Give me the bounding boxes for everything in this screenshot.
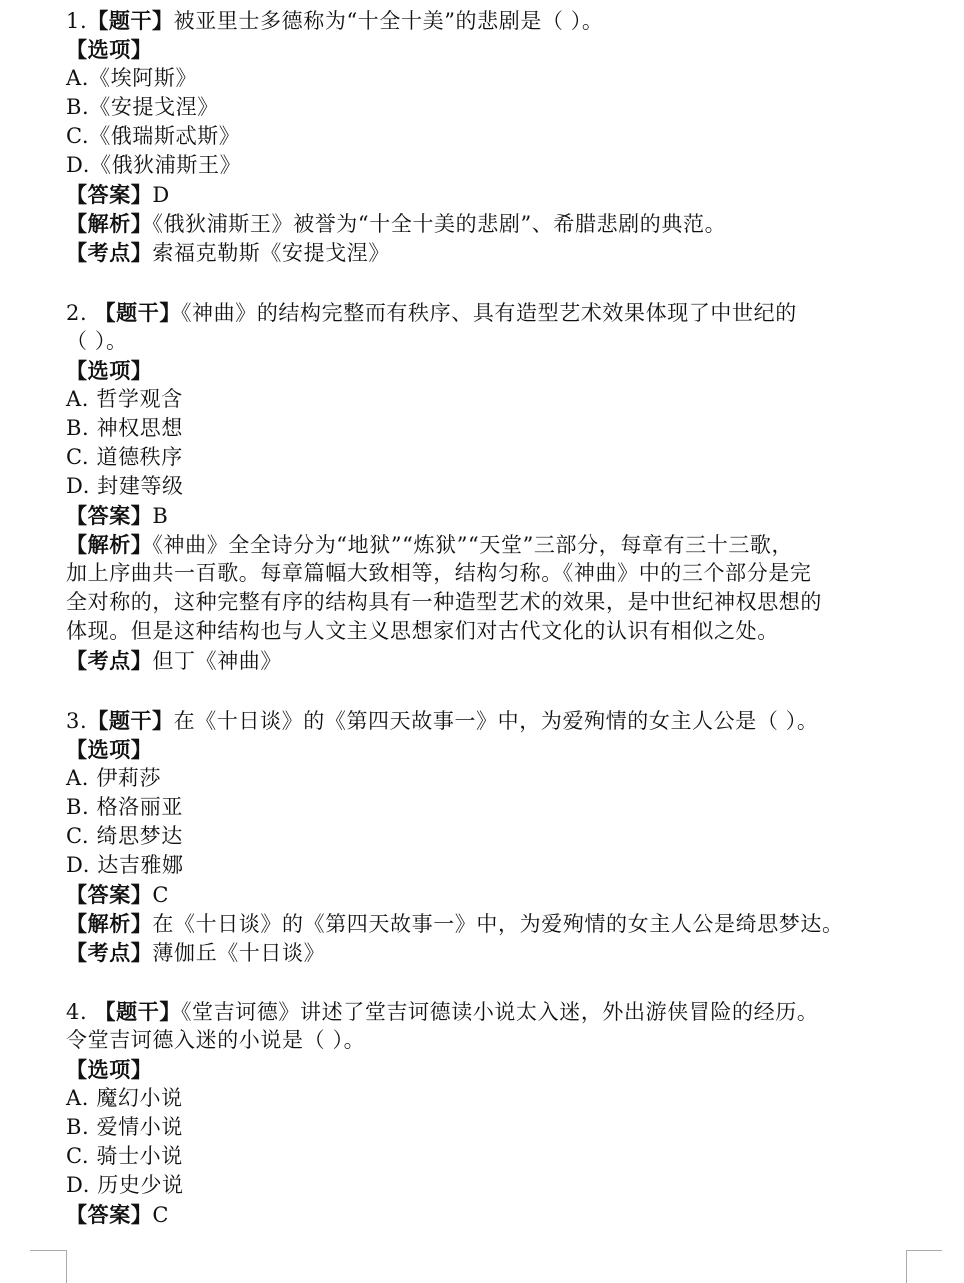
q3-option-d: D. 达吉雅娜 — [66, 853, 184, 877]
q3-point-tag: 【考点】 — [66, 940, 153, 965]
q1-analysis: 《俄狄浦斯王》被誉为“十全十美的悲剧”、希腊悲剧的典范。 — [152, 212, 727, 236]
q4-stem-1: 《堂吉诃德》讲述了堂吉诃德读小说太入迷，外出游侠冒险的经历。 — [180, 1000, 819, 1024]
q3-stem-tag: 【题干】 — [87, 708, 174, 733]
q4-option-b: B. 爱情小说 — [66, 1115, 183, 1139]
q2-option-d: D. 封建等级 — [66, 474, 184, 498]
q2-point: 但丁《神曲》 — [152, 649, 283, 673]
q3-answer-tag: 【答案】 — [66, 882, 153, 907]
q3-option-a: A. 伊莉莎 — [66, 766, 162, 790]
q1-stem-tag: 【题干】 — [87, 8, 174, 33]
q3-number: 3. — [66, 709, 88, 733]
q3-stem-line — [66, 706, 818, 736]
q4-option-a: A. 魔幻小说 — [66, 1086, 183, 1110]
q2-stem-tag: 【题干】 — [94, 300, 181, 325]
q2-answer-tag: 【答案】 — [66, 503, 153, 528]
q2-option-a: A. 哲学观含 — [66, 387, 183, 411]
q4-stem-tag: 【题干】 — [94, 999, 181, 1024]
q2-option-c: C. 道德秩序 — [66, 445, 183, 469]
q2-analysis-line-4: 体现。但是这种结构也与人文主义思想家们对古代文化的认识有相似之处。 — [66, 619, 779, 643]
q1-answer-tag: 【答案】 — [66, 182, 153, 207]
q1-number: 1. — [66, 9, 88, 33]
q4-answer-line — [66, 1200, 169, 1230]
q3-option-c: C. 绮思梦达 — [66, 824, 183, 848]
q3-analysis-line — [66, 909, 844, 939]
q2-answer: B — [152, 504, 169, 528]
q2-options-tag: 【选项】 — [66, 358, 153, 383]
crop-mark-left-horizontal — [30, 1250, 66, 1251]
q2-point-tag: 【考点】 — [66, 648, 153, 673]
q2-answer-line — [66, 501, 168, 531]
q4-option-c: C. 骑士小说 — [66, 1144, 183, 1168]
q1-point: 索福克勒斯《安提戈涅》 — [152, 241, 391, 265]
q4-answer-tag: 【答案】 — [66, 1202, 153, 1227]
q2-stem-line — [66, 298, 797, 328]
q4-options-tag: 【选项】 — [66, 1057, 153, 1082]
q2-option-b: B. 神权思想 — [66, 416, 183, 440]
q4-stem-line — [66, 997, 818, 1027]
crop-mark-right-vertical — [906, 1250, 907, 1283]
q2-analysis-tag: 【解析】 — [66, 532, 153, 557]
q3-answer-line — [66, 880, 169, 910]
q3-option-b: B. 格洛丽亚 — [66, 795, 183, 819]
q1-stem-line — [66, 6, 604, 36]
q3-point-line — [66, 938, 325, 968]
q2-analysis-1: 《神曲》全全诗分为“地狱”“炼狱”“天堂”三部分，每章有三十三歌， — [152, 533, 794, 557]
q1-option-c: C.《俄瑞斯忒斯》 — [66, 124, 241, 148]
q1-answer-line — [66, 180, 170, 210]
q2-analysis-line-2: 加上序曲共一百歌。每章篇幅大致相等，结构匀称。《神曲》中的三个部分是完 — [66, 561, 812, 585]
q1-options-tag: 【选项】 — [66, 37, 153, 62]
q1-stem: 被亚里士多德称为“十全十美”的悲剧是（ ）。 — [173, 9, 604, 33]
q1-option-d: D.《俄狄浦斯王》 — [66, 153, 242, 177]
q1-analysis-line — [66, 209, 726, 239]
q1-option-a: A.《埃阿斯》 — [66, 66, 198, 90]
q1-point-tag: 【考点】 — [66, 240, 153, 265]
q3-options-tag: 【选项】 — [66, 737, 153, 762]
q4-answer: C — [152, 1203, 170, 1227]
q1-analysis-tag: 【解析】 — [66, 211, 153, 236]
q4-number: 4. — [66, 1000, 88, 1024]
q4-option-d: D. 历史少说 — [66, 1173, 184, 1197]
q2-stem-1: 《神曲》的结构完整而有秩序、具有造型艺术效果体现了中世纪的 — [180, 301, 797, 325]
q1-answer: D — [152, 183, 170, 207]
q2-point-line — [66, 646, 282, 676]
q2-analysis-line — [66, 530, 793, 560]
q3-analysis-tag: 【解析】 — [66, 911, 153, 936]
q1-point-line — [66, 238, 390, 268]
q2-analysis-line-3: 全对称的，这种完整有序的结构具有一种造型艺术的效果，是中世纪神权思想的 — [66, 590, 822, 614]
q2-number: 2. — [66, 301, 88, 325]
q3-point: 薄伽丘《十日谈》 — [152, 941, 326, 965]
q4-stem-line-2: 令堂吉诃德入迷的小说是（ ）。 — [66, 1028, 366, 1052]
crop-mark-left-vertical — [66, 1250, 67, 1283]
crop-mark-right-horizontal — [906, 1250, 942, 1251]
q3-stem: 在《十日谈》的《第四天故事一》中，为爱殉情的女主人公是（ ）。 — [173, 709, 819, 733]
q1-option-b: B.《安提戈涅》 — [66, 95, 219, 119]
q2-stem-line-2: （ ）。 — [66, 329, 128, 353]
q3-analysis: 在《十日谈》的《第四天故事一》中，为爱殉情的女主人公是绮思梦达。 — [152, 912, 844, 936]
q3-answer: C — [152, 883, 170, 907]
